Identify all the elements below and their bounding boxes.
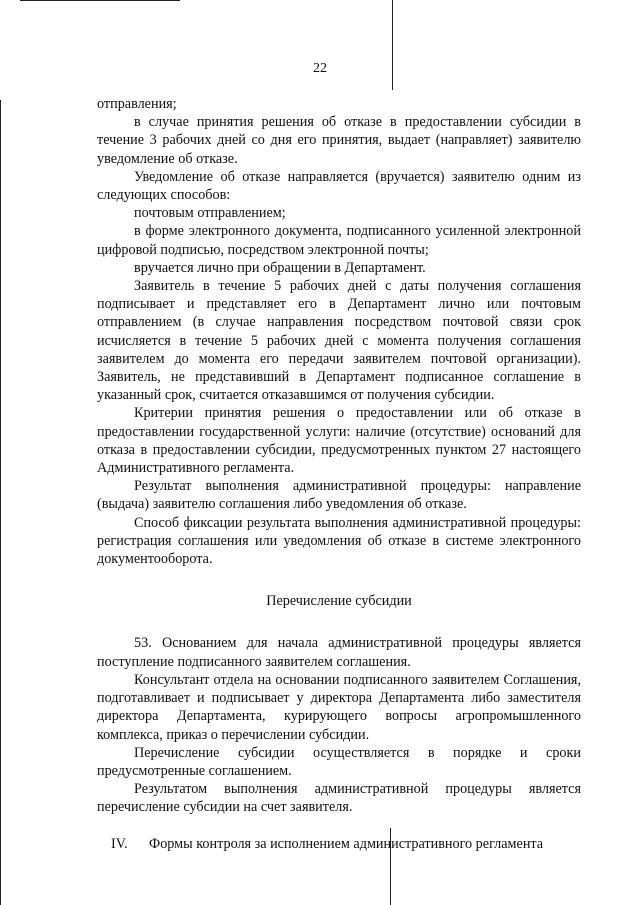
paragraph: Критерии принятия решения о предоставлении или об отказе в предоставлении государственной услуги: наличие (отсутствие) оснований для отказа в предоставлении субсидии, предусмотренных пунктом 27 настоящего Административного регламента. bbox=[97, 405, 581, 477]
paragraph: 53. Основанием для начала административной процедуры является поступление подписанного заявителем соглашения. bbox=[97, 635, 581, 670]
document-body bbox=[97, 95, 581, 853]
paragraph: Консультант отдела на основании подписанного заявителем Соглашения, подготавливает и подписывает у директора Департамента либо заместителя директора Департамента, курирующего вопросы агропромышленного комплекса, приказ о перечислении субсидии. bbox=[97, 671, 581, 743]
paragraph: почтовым отправлением; bbox=[134, 205, 286, 222]
paragraph: в форме электронного документа, подписанного усиленной электронной цифровой подписью, посредством электронной почты; bbox=[97, 223, 581, 258]
paragraph-group-a bbox=[97, 95, 581, 568]
paragraph: Заявитель в течение 5 рабочих дней с даты получения соглашения подписывает и представляет его в Департамент лично или почтовым отправлением (в случае направления посредством почтовой связи срок исчисляется в течение 5 рабочих дней с момента получения соглашения заявителем до момента его передачи заявителем почтовой организации). Заявитель, не представивший в Департамент подписанное соглашение в указанный срок, считается отказавшимся от получения субсидии. bbox=[97, 278, 581, 404]
paragraph: Результат выполнения административной процедуры: направление (выдача) заявителю соглашения либо уведомления об отказе. bbox=[97, 478, 581, 513]
scan-artifact-top-line bbox=[20, 0, 180, 1]
paragraph: Результатом выполнения административной процедуры является перечисление субсидии на счет заявителя. bbox=[97, 781, 581, 816]
paragraph: Уведомление об отказе направляется (вручается) заявителю одним из следующих способов: bbox=[97, 168, 581, 204]
scan-artifact-left-edge bbox=[0, 100, 1, 905]
section-number: IV. bbox=[111, 835, 128, 852]
paragraph: в случае принятия решения об отказе в предоставлении субсидии в течение 3 рабочих дней со дня его принятия, выдает (направляет) заявителю уведомление об отказе. bbox=[97, 114, 581, 167]
subheading: Перечисление субсидии bbox=[266, 593, 412, 610]
paragraph-group-b bbox=[97, 634, 581, 816]
section-title: Формы контроля за исполнением административного регламента bbox=[149, 835, 544, 852]
page-number: 22 bbox=[313, 61, 327, 76]
section-heading bbox=[97, 835, 581, 853]
paragraph: вручается лично при обращении в Департамент. bbox=[134, 259, 426, 276]
paragraph: Способ фиксации результата выполнения административной процедуры: регистрация соглашения или уведомления об отказе в системе электронного документооборота. bbox=[97, 514, 581, 568]
paragraph: Перечисление субсидии осуществляется в порядке и сроки предусмотренные соглашением. bbox=[97, 744, 581, 779]
paragraph: отправления; bbox=[97, 96, 177, 112]
